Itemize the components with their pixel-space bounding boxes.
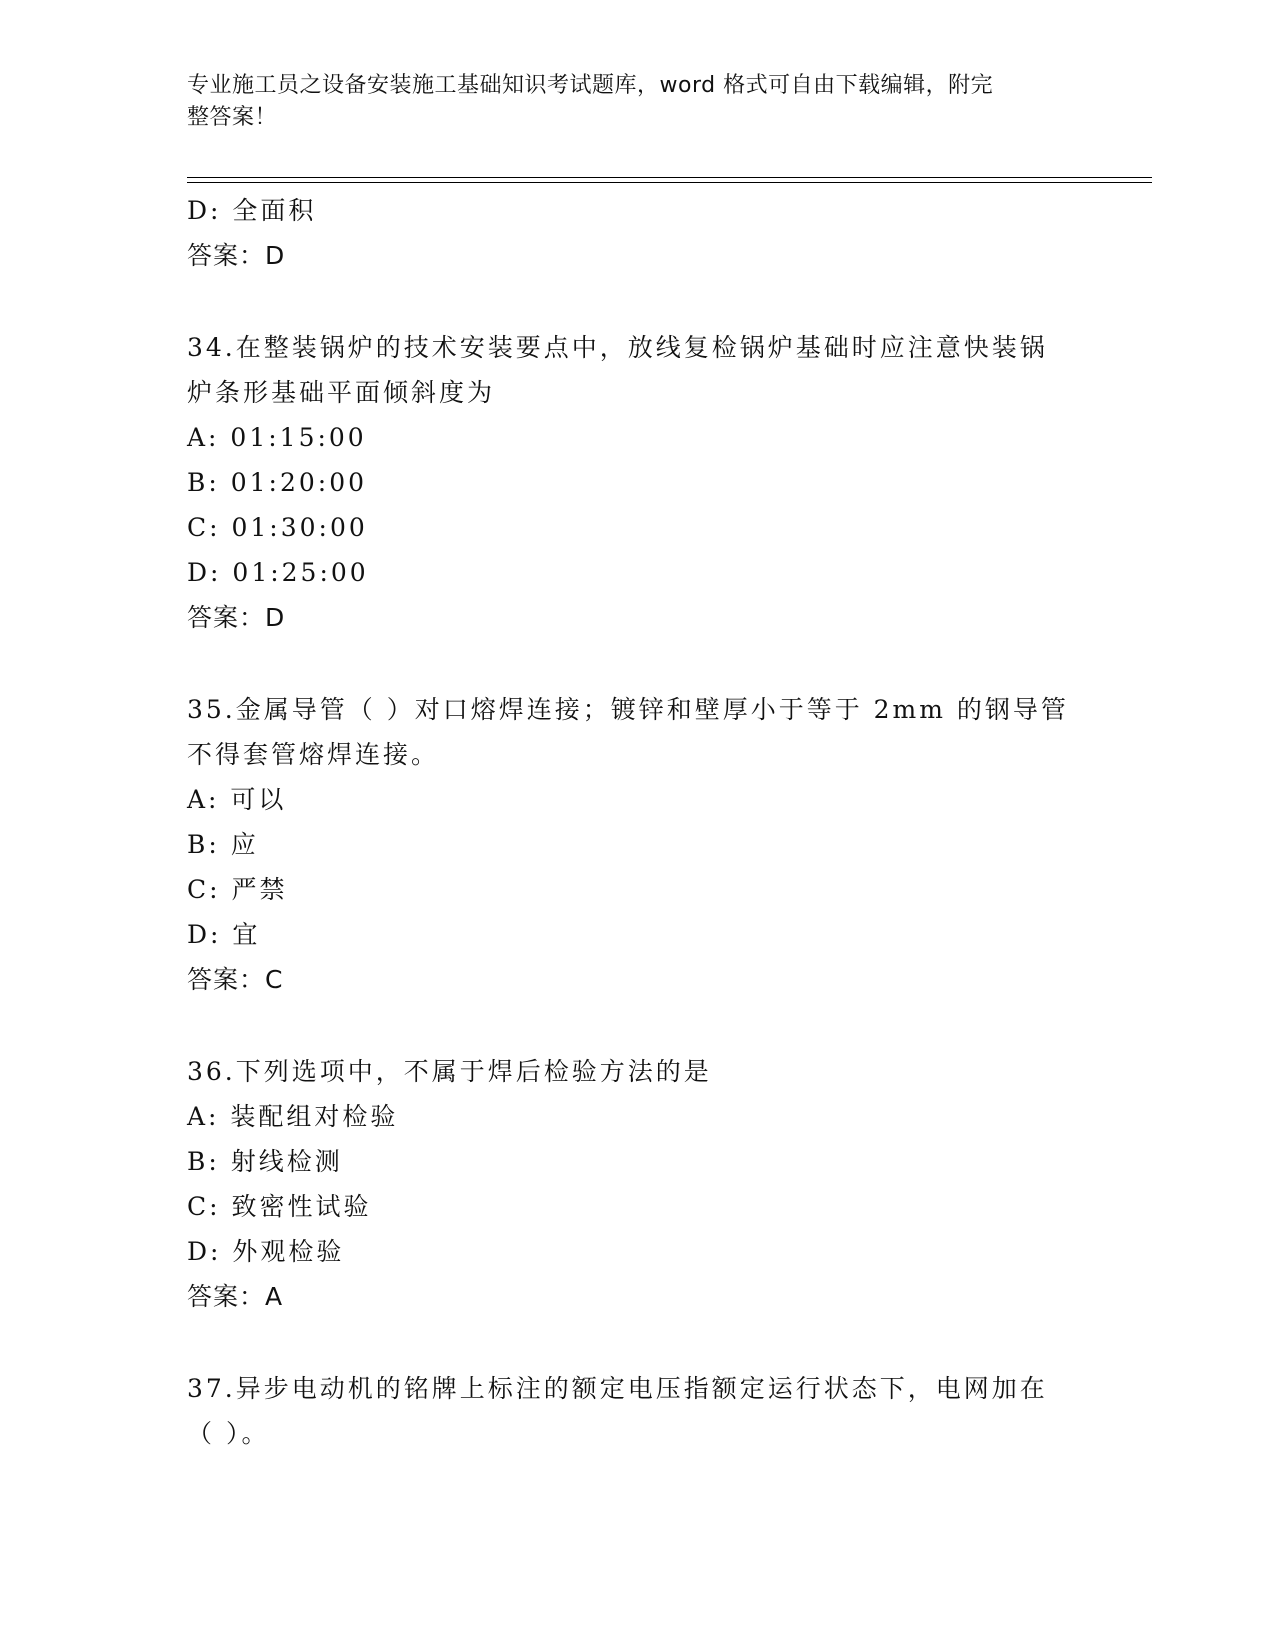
question-stem: 36.下列选项中，不属于焊后检验方法的是 (187, 1057, 712, 1086)
question-stem-continued: 不得套管熔焊连接。 (187, 740, 440, 769)
header-line-2: 整答案！ (187, 105, 278, 130)
header-rule-top (187, 177, 1152, 178)
option-a: A: 01:15:00 (187, 423, 367, 452)
spacer (187, 641, 1067, 687)
question-34 (187, 325, 1067, 641)
option-c: C: 致密性试验 (187, 1192, 372, 1221)
spacer (187, 1320, 1067, 1366)
answer-line: 答案：D (187, 603, 286, 632)
question-stem: 34.在整装锅炉的技术安装要点中，放线复检锅炉基础时应注意快装锅 (187, 333, 1048, 362)
option-d: D: 宜 (187, 920, 261, 949)
option-c: C: 严禁 (187, 875, 288, 904)
header-line-1: 专业施工员之设备安装施工基础知识考试题库，word 格式可自由下载编辑，附完 (187, 73, 994, 98)
option-b: B: 射线检测 (187, 1147, 343, 1176)
option-b: B: 01:20:00 (187, 468, 368, 497)
option-b: B: 应 (187, 830, 259, 859)
option-d: D: 外观检验 (187, 1237, 345, 1266)
question-stem: 37.异步电动机的铭牌上标注的额定电压指额定运行状态下，电网加在 (187, 1374, 1048, 1403)
option-a: A: 装配组对检验 (187, 1102, 399, 1131)
document-header (187, 70, 1087, 134)
answer-line: 答案：A (187, 1282, 284, 1311)
question-stem: 35.金属导管（ ）对口熔焊连接；镀锌和壁厚小于等于 2mm 的钢导管 (187, 695, 1069, 724)
question-35 (187, 687, 1067, 1003)
question-37 (187, 1366, 1067, 1456)
option-a: A: 可以 (187, 785, 287, 814)
option-c: C: 01:30:00 (187, 513, 368, 542)
option-d: D: 01:25:00 (187, 558, 369, 587)
question-36 (187, 1049, 1067, 1320)
option-d: D: 全面积 (187, 196, 317, 225)
question-list (187, 188, 1067, 1456)
answer-line: 答案：C (187, 965, 284, 994)
spacer (187, 1003, 1067, 1049)
spacer (187, 279, 1067, 325)
question-stem-continued: （ ）。 (187, 1419, 270, 1448)
question-stem-continued: 炉条形基础平面倾斜度为 (187, 378, 496, 407)
answer-line: 答案：D (187, 241, 286, 270)
header-rule-bottom (187, 182, 1152, 183)
